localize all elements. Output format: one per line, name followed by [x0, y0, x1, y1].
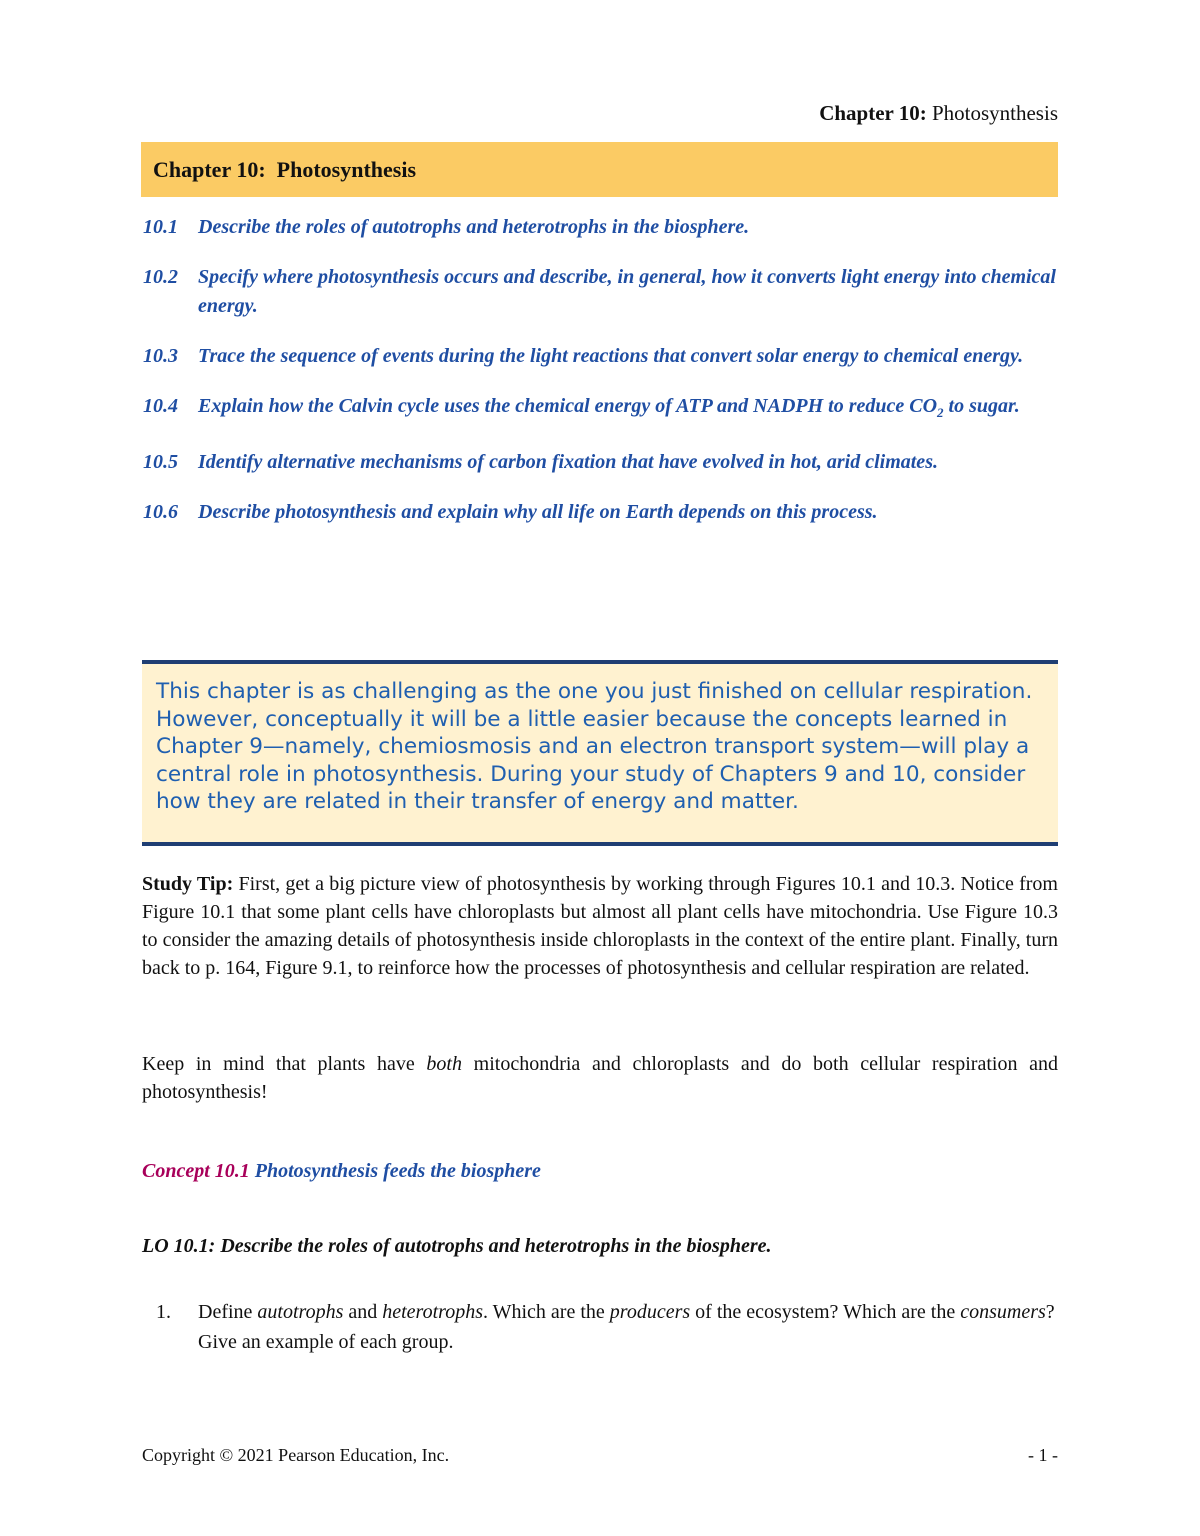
objective-number: 10.1 — [143, 216, 178, 238]
question-text: and — [343, 1301, 383, 1323]
footer-copyright: Copyright © 2021 Pearson Education, Inc. — [142, 1445, 450, 1465]
subscript-2: 2 — [937, 405, 944, 420]
objective-item — [143, 213, 1056, 242]
running-header-title: Photosynthesis — [926, 101, 1058, 125]
objective-number: 10.4 — [143, 395, 178, 417]
question-text: of the ecosystem? Which are the — [690, 1301, 961, 1323]
question-text: ? Give an example of each group. — [198, 1301, 1055, 1353]
objective-text: Specify where photosynthesis occurs and describe, in general, how it converts light energy into chemical energy. — [198, 266, 1056, 317]
keep-in-mind-text-start: Keep in mind that plants have — [142, 1053, 427, 1075]
chapter-title: Chapter 10: Photosynthesis — [153, 156, 417, 182]
question-term-heterotrophs: heterotrophs — [382, 1301, 483, 1323]
concept-title: Photosynthesis feeds the biosphere — [249, 1160, 541, 1182]
objective-item — [143, 498, 1056, 527]
study-tip-label: Study Tip: — [142, 873, 234, 895]
keep-in-mind-text-end: mitochondria and chloroplasts and do both cellular respiration and photosynthesis! — [142, 1053, 1058, 1103]
chapter-title-bar — [141, 142, 1058, 197]
objective-item — [143, 448, 1056, 477]
objective-number: 10.3 — [143, 345, 178, 367]
question-text: Define — [198, 1301, 258, 1323]
running-header-chapter: Chapter 10: — [819, 101, 927, 125]
concept-number: Concept 10.1 — [142, 1160, 250, 1182]
objective-number: 10.2 — [143, 266, 178, 288]
question-term-producers: producers — [609, 1301, 691, 1323]
objective-text: Explain how the Calvin cycle uses the chemical energy of ATP and NADPH to reduce CO — [198, 395, 938, 417]
study-tip-text: First, get a big picture view of photosynthesis by working through Figures 10.1 and 10.3. Notice from Figure 10.1 that some plant cells have chloroplasts but almost all plant cells have mitochondria. Use Figure 10.3 to consider the amazing details of photosynthesis inside chloroplasts in the context of the entire plant. Finally, turn back to p. 164, Figure 9.1, to reinforce how the processes of photosynthesis and cellular respiration are related. — [142, 873, 1058, 979]
objective-text: Identify alternative mechanisms of carbon fixation that have evolved in hot, arid climates. — [198, 451, 938, 473]
chapter-intro-callout — [142, 660, 1058, 846]
objective-item — [143, 392, 1056, 427]
objective-text: Describe photosynthesis and explain why all life on Earth depends on this process. — [198, 501, 878, 523]
keep-in-mind-paragraph — [142, 1050, 1058, 1106]
footer-page-number: - 1 - — [1028, 1445, 1058, 1465]
objective-number: 10.5 — [143, 451, 178, 473]
objective-text-end: to sugar. — [943, 395, 1020, 417]
learning-objectives-list — [143, 213, 1056, 548]
study-tip-paragraph — [142, 870, 1058, 982]
objective-text: Describe the roles of autotrophs and heterotrophs in the biosphere. — [198, 216, 750, 238]
keep-in-mind-emphasis: both — [426, 1053, 462, 1075]
objective-text: Trace the sequence of events during the light reactions that convert solar energy to chemical energy. — [198, 345, 1024, 367]
objective-number: 10.6 — [143, 501, 178, 523]
question-text: . Which are the — [482, 1301, 610, 1323]
question-term-consumers: consumers — [960, 1301, 1046, 1323]
learning-objective-heading: LO 10.1: Describe the roles of autotrophs and heterotrophs in the biosphere. — [142, 1235, 772, 1257]
concept-heading — [142, 1160, 541, 1183]
running-header — [819, 101, 1058, 126]
objective-item — [143, 342, 1056, 371]
question-number: 1. — [156, 1301, 171, 1323]
objective-item — [143, 263, 1056, 321]
callout-text: This chapter is as challenging as the one you just finished on cellular respiration. However, conceptually it will be a little easier because the concepts learned in Chapter 9—namely, chemiosmosis and an electron transport system—will play a central role in photosynthesis. During your study of Chapters 9 and 10, consider how they are related in their transfer of energy and matter. — [156, 679, 1033, 814]
question-term-autotrophs: autotrophs — [257, 1301, 344, 1323]
question-item — [142, 1297, 1058, 1357]
